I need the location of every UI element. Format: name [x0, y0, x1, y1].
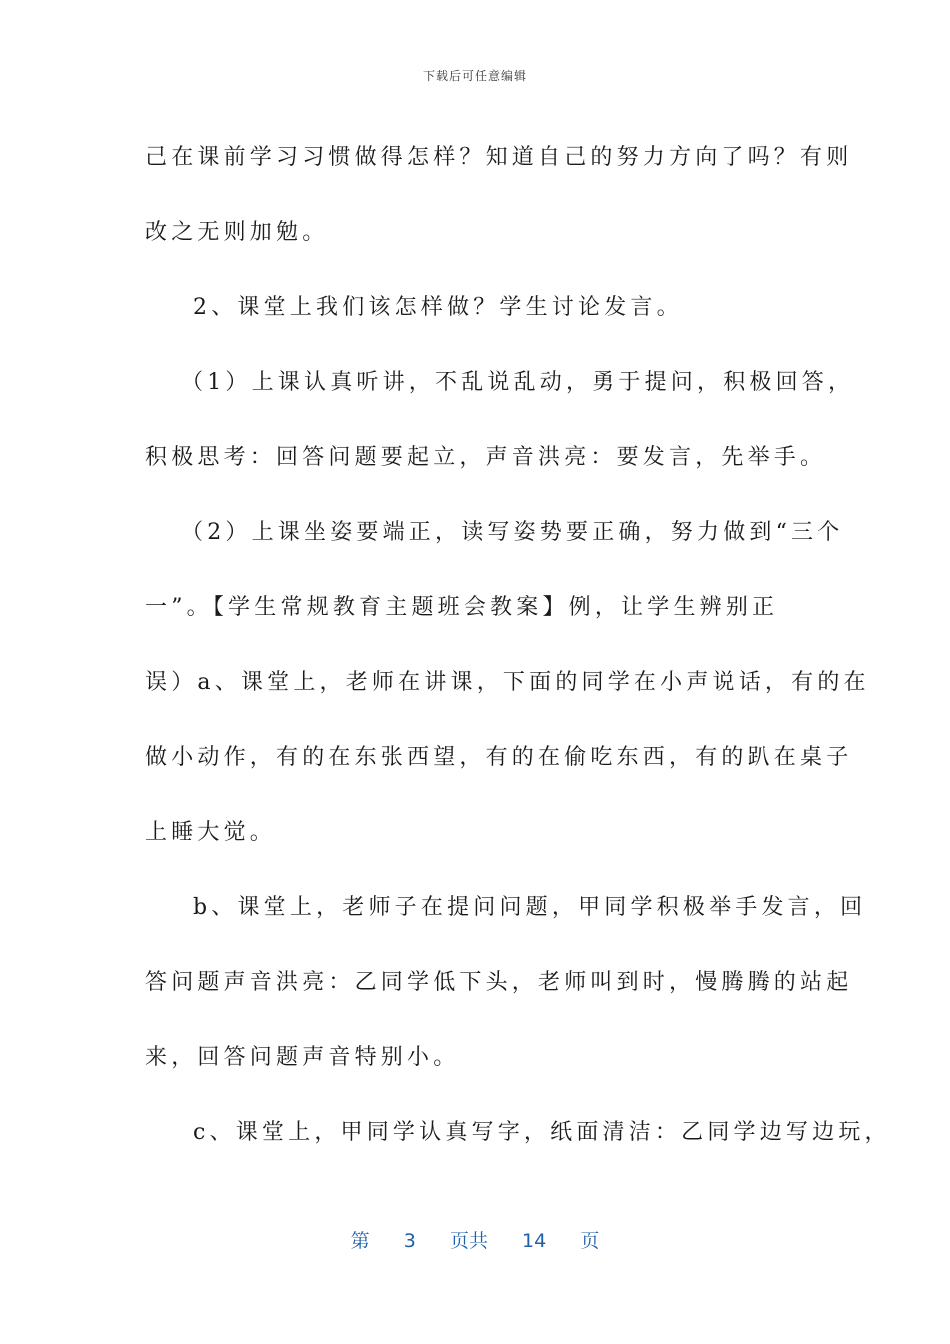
footer-prefix: 第 [350, 1230, 370, 1252]
text-line: 做小动作，有的在东张西望，有的在偷吃东西，有的趴在桌子 [145, 745, 853, 770]
text-line: 改之无则加勉。 [145, 220, 329, 245]
footer-suffix: 页 [580, 1230, 600, 1252]
page-footer [0, 1226, 950, 1253]
text-line: 答问题声音洪亮：乙同学低下头，老师叫到时，慢腾腾的站起 [145, 970, 853, 995]
text-line: 2、课堂上我们该怎样做？学生讨论发言。 [193, 295, 683, 320]
current-page-number: 3 [403, 1230, 416, 1252]
document-body [145, 120, 891, 1170]
text-line: （2）上课坐姿要端正，读写姿势要正确，努力做到“三个 [181, 520, 844, 545]
footer-middle: 页共 [449, 1230, 488, 1252]
text-line: c、课堂上，甲同学认真写字，纸面清洁：乙同学边写边玩， [193, 1120, 891, 1145]
text-line: b、课堂上，老师子在提问问题，甲同学积极举手发言，回 [193, 895, 867, 920]
total-pages-number: 14 [522, 1230, 547, 1252]
text-line: 误）a、课堂上，老师在讲课，下面的同学在小声说话，有的在 [145, 670, 870, 695]
text-line: 来，回答问题声音特别小。 [145, 1045, 460, 1070]
text-line: 积极思考：回答问题要起立，声音洪亮：要发言，先举手。 [145, 445, 827, 470]
text-line: 上睡大觉。 [145, 820, 277, 845]
text-line: 己在课前学习习惯做得怎样？知道自己的努力方向了吗？有则 [145, 145, 853, 170]
header-note: 下载后可任意编辑 [422, 69, 527, 83]
text-line: 一”。【学生常规教育主题班会教案】例，让学生辨别正 [145, 595, 779, 620]
text-line: （1）上课认真听讲，不乱说乱动，勇于提问，积极回答， [181, 370, 855, 395]
